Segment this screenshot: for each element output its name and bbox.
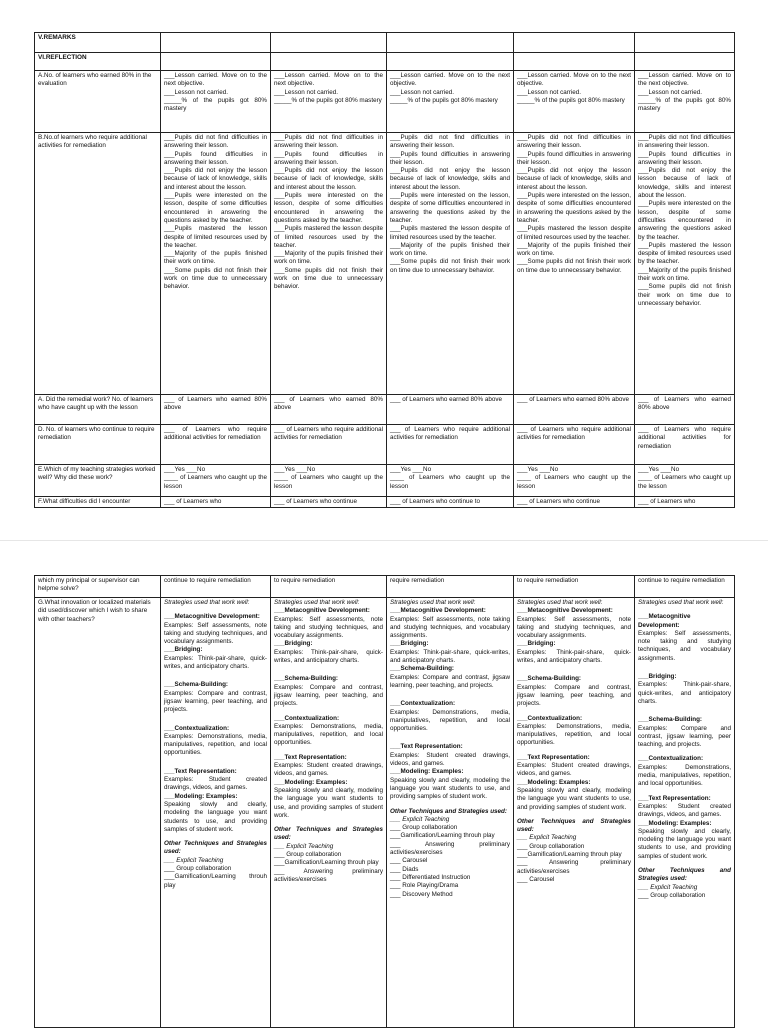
cell-text-line: ___Contextualization: — [517, 714, 583, 722]
cell-text-line: Examples: Demonstrations, media, manipulatives, repetition, and local opportunities. — [390, 708, 510, 733]
cell-text-line: ___Some pupils did not finish their work on time due to unnecessary behavior. — [164, 266, 267, 291]
remarks-row — [35, 33, 735, 53]
cell-text-line: ____ of Learners who caught up the lesson — [517, 474, 631, 490]
cell-text-line: Examples: Demonstrations, media, manipulatives, repetition, and local opportunities. — [164, 732, 267, 757]
row-b-cell — [161, 133, 271, 395]
cell-text-line: Examples: Student created drawings, videos, and games. — [274, 762, 383, 778]
cell-text-line: ___Schema-Building: — [164, 681, 229, 689]
cell-text-line: ___Lesson carried. Move on to the next objective. — [638, 72, 731, 88]
cell-text-line: ___Pupils mastered the lesson despite of limited resources used by the teacher. — [638, 241, 731, 266]
row-d-cell: ___ of Learners who require additional activities for remediation — [161, 425, 271, 465]
cell-text-line: ___ Group collaboration — [390, 824, 458, 832]
cell-text-line: ___Majority of the pupils finished their work on time. — [164, 250, 267, 266]
row-c-cell: ___ of Learners who earned 80% above — [387, 395, 514, 425]
cell-text-line: Examples: Self assessments, note taking and studying techniques, and vocabulary assignments. — [390, 615, 510, 640]
spacer — [638, 663, 731, 673]
cell-text-line: ___Text Representation: — [390, 743, 463, 751]
cell-text-line: Examples: Compare and contrast, jigsaw learning, peer teaching, and projects. — [517, 683, 631, 708]
cell-text-line: ____ of Learners who caught up the lesson — [274, 474, 383, 490]
row-f-continued-cell: require remediation — [387, 576, 514, 598]
cell-text-line: ___Schema-Building: — [390, 665, 455, 673]
row-c-cell: ___ of Learners who earned 80% above — [514, 395, 635, 425]
cell-text-line: ___ Differentiated Instruction — [390, 873, 471, 881]
row-e-cell — [514, 465, 635, 497]
cell-text-line: Examples: Think-pair-share, quick-writes, and anticipatory charts. — [274, 648, 383, 665]
row-e-cell — [387, 465, 514, 497]
cell-text-line: Examples: Student created drawings, videos, and games. — [517, 762, 631, 778]
cell-text-line: Other Techniques and Strategies used: — [517, 817, 631, 834]
cell-text-line: ___ Group collaboration — [164, 865, 232, 873]
cell-text-line: ___Pupils were interested on the lesson, despite of some difficulties encountered in answering the questions asked by the teacher. — [390, 192, 510, 224]
row-e-cell — [271, 465, 387, 497]
cell-text-line: ___Bridging: — [517, 640, 556, 648]
remarks-cell — [161, 33, 271, 53]
row-d-cell: ___ of Learners who require additional activities for remediation — [271, 425, 387, 465]
spacer — [164, 715, 267, 725]
cell-text-line: Speaking slowly and clearly, modeling the language you want students to use, and providing samples of student work. — [274, 786, 383, 819]
cell-text-line: ___Modeling: Examples: — [638, 819, 712, 827]
row-b-cell — [635, 133, 735, 395]
cell-text-line: ___ Explicit Teaching — [274, 842, 334, 850]
strategies-cell — [514, 598, 635, 1028]
cell-text-line: ___Pupils mastered the lesson despite of limited resources used by the teacher. — [274, 225, 383, 249]
row-c-label: A. Did the remedial work? No. of learners who have caught up with the lesson — [35, 395, 161, 425]
cell-text-line: ___Metacognitive Development: — [164, 613, 260, 621]
row-a — [35, 71, 735, 133]
row-f-label: F.What difficulties did I encounter — [35, 497, 161, 508]
cell-text-line: ___ Carousel — [517, 875, 555, 883]
cell-text-line: ___Yes ___No — [390, 466, 432, 473]
cell-text-line: ___Pupils did not find difficulties in answering their lesson. — [517, 134, 631, 150]
cell-text-line: ___Gamification/Learning throuh play — [390, 832, 495, 840]
spacer — [517, 665, 631, 675]
cell-text-line: ___Some pupils did not finish their work on time due to unnecessary behavior. — [274, 266, 383, 291]
row-e-cell — [635, 465, 735, 497]
cell-text-line: ___Lesson carried. Move on to the next objective. — [517, 72, 631, 88]
cell-text-line: ___ Group collaboration — [517, 842, 585, 850]
document-page-2 — [0, 540, 768, 1025]
cell-text-line: ___Contextualization: — [164, 724, 230, 732]
row-d — [35, 425, 735, 465]
row-a-cell — [514, 71, 635, 133]
reflection-cell — [271, 53, 387, 71]
reflection-cell — [635, 53, 735, 71]
cell-text-line: ___Pupils found difficulties in answering their lesson. — [274, 150, 383, 166]
cell-text-line: Other Techniques and Strategies used: — [164, 840, 267, 856]
cell-text-line: Examples: Student created drawings, videos, and games. — [390, 751, 510, 768]
row-f-continued-cell: to require remediation — [271, 576, 387, 598]
row-a-cell — [161, 71, 271, 133]
cell-text-line: ___Pupils did not enjoy the lesson because of lack of knowledge, skills and interest about the lesson. — [390, 167, 510, 191]
cell-text-line: ___Pupils did not enjoy the lesson because of lack of knowledge, skills and interest about the lesson. — [274, 167, 383, 191]
row-f-continued-label: which my principal or supervisor can helpme solve? — [35, 576, 161, 598]
cell-text-line: ___Yes ___No — [164, 466, 206, 473]
row-f-continued-cell: continue to require remediation — [635, 576, 735, 598]
row-e — [35, 465, 735, 497]
cell-text-line: ___Pupils did not enjoy the lesson because of lack of knowledge, skills and interest about the lesson. — [164, 167, 267, 191]
cell-text-line: ___ Explicit Teaching — [517, 834, 577, 842]
cell-text-line: ___ Discovery Method — [390, 890, 453, 898]
cell-text-line: _____% of the pupils got 80% mastery — [517, 96, 625, 104]
cell-text-line: ___Metacognitive Development: — [274, 607, 370, 615]
cell-text-line: ___Lesson not carried. — [638, 88, 703, 96]
cell-text-line: ___Pupils mastered the lesson despite of limited resources used by the teacher. — [164, 225, 267, 249]
spacer — [390, 690, 510, 700]
spacer — [390, 733, 510, 743]
row-f-cell: ___ of Learners who continue — [514, 497, 635, 508]
row-b-cell — [387, 133, 514, 395]
cell-text-line: ___Bridging: — [274, 640, 313, 648]
cell-text-line: Examples: Think-pair-share, quick-writes, and anticipatory charts. — [390, 648, 510, 665]
cell-text-line: ___Schema-Building: — [274, 675, 339, 683]
cell-text-line: Strategies used that work well: — [274, 599, 360, 606]
row-b-cell — [514, 133, 635, 395]
cell-text-line: ___Contextualization: — [274, 714, 340, 722]
cell-text-line: ___Contextualization: — [390, 700, 456, 708]
cell-text-line: ___Lesson carried. Move on to the next objective. — [274, 72, 383, 88]
reflection-row — [35, 53, 735, 71]
cell-text-line: ____ of Learners who caught up the lesson — [390, 474, 510, 490]
cell-text-line: Examples: Compare and contrast, jigsaw learning, peer teaching, and projects. — [390, 673, 510, 689]
row-c-cell: ___ of Learners who earned 80% above — [271, 395, 387, 425]
row-a-cell — [635, 71, 735, 133]
cell-text-line: ___Schema-Building: — [517, 675, 582, 683]
cell-text-line: Strategies used that work well: — [638, 599, 724, 606]
row-f-cell: ___ of Learners who continue to — [387, 497, 514, 508]
cell-text-line: ___Bridging: — [164, 646, 203, 654]
cell-text-line: Examples: Compare and contrast, jigsaw learning, peer teaching, and projects. — [274, 683, 383, 708]
reflection-cell — [387, 53, 514, 71]
cell-text-line: ___ Answering preliminary activities/exercises — [390, 840, 510, 857]
cell-text-line: ___ Answering preliminary activities/exercises — [517, 859, 631, 875]
reflection-cell — [161, 53, 271, 71]
cell-text-line: ___Pupils were interested on the lesson, despite of some difficulties encountered in answering the questions asked by the teacher. — [517, 192, 631, 224]
row-c-cell: ___ of Learners who earned 80% above — [635, 395, 735, 425]
cell-text-line: Strategies used that work well: — [517, 599, 603, 606]
remarks-cell — [387, 33, 514, 53]
reflection-label: VI.REFLECTION — [35, 53, 161, 71]
cell-text-line: ___ Diads — [390, 865, 419, 873]
cell-text-line: ___Gamification/Learning throuh play — [517, 851, 622, 859]
cell-text-line: ___Text Representation: — [274, 753, 347, 761]
cell-text-line: ___Pupils mastered the lesson despite of limited resources used by the teacher. — [390, 225, 510, 241]
remarks-label: V.REMARKS — [35, 33, 161, 53]
row-d-cell: ___ of Learners who require additional activities for remediation — [387, 425, 514, 465]
cell-text-line: ___Pupils did not find difficulties in answering their lesson. — [274, 134, 383, 150]
cell-text-line: _____% of the pupils got 80% mastery — [274, 96, 382, 104]
cell-text-line: ___Pupils did not find difficulties in answering their lesson. — [638, 134, 731, 150]
cell-text-line: ___Lesson carried. Move on to the next objective. — [390, 72, 510, 88]
cell-text-line: ___Bridging: — [390, 640, 429, 648]
cell-text-line: ___Majority of the pupils finished their work on time. — [390, 241, 510, 258]
remarks-cell — [635, 33, 735, 53]
cell-text-line: Examples: Self assessments, note taking and studying techniques, and vocabulary assignments. — [517, 615, 631, 640]
cell-text-line: ___Lesson not carried. — [164, 88, 229, 96]
row-d-label: D. No. of learners who continue to require remediation — [35, 425, 161, 465]
reflection-cell — [514, 53, 635, 71]
row-c — [35, 395, 735, 425]
cell-text-line: Speaking slowly and clearly, modeling the language you want students to use, and providing samples of student work. — [517, 786, 631, 811]
row-f-cell: ___ of Learners who — [161, 497, 271, 508]
cell-text-line: ___ Explicit Teaching — [164, 856, 224, 864]
cell-text-line: _____% of the pupils got 80% mastery — [390, 96, 498, 104]
cell-text-line: Examples: Think-pair-share, quick-writes, and anticipatory charts. — [164, 654, 267, 671]
row-b-label: B.No.of learners who require additional activities for remediation — [35, 133, 161, 395]
cell-text-line: ____ of Learners who caught up the lesson — [638, 474, 731, 490]
cell-text-line: ___Some pupils did not finish their work on time due to unnecessary behavior. — [390, 258, 510, 274]
cell-text-line: ___Majority of the pupils finished their work on time. — [638, 266, 731, 283]
cell-text-line: ___ Carousel — [390, 857, 428, 865]
row-c-cell: ___ of Learners who earned 80% above — [161, 395, 271, 425]
cell-text-line: ___Some pupils did not finish their work on time due to unnecessary behavior. — [638, 283, 731, 307]
row-d-cell: ___ of Learners who require additional activities for remediation — [514, 425, 635, 465]
cell-text-line: Other Techniques and Strategies used: — [274, 826, 383, 842]
row-f-continued-cell: continue to require remediation — [161, 576, 271, 598]
cell-text-line: ___Metacognitive Development: — [390, 607, 486, 615]
cell-text-line: Examples: Compare and contrast, jigsaw learning, peer teaching, and projects. — [164, 689, 267, 714]
cell-text-line: ___Pupils were interested on the lesson, despite of some difficulties encountered in answering the questions asked by the teacher. — [274, 192, 383, 224]
cell-text-line: Speaking slowly and clearly, modeling the language you want students to use, and providing samples of student work. — [164, 800, 267, 833]
cell-text-line: Examples: Think-pair-share, quick-writes, and anticipatory charts. — [638, 681, 731, 705]
spacer — [164, 758, 267, 768]
cell-text-line: ___Yes ___No — [638, 466, 680, 473]
row-f-continued — [35, 576, 735, 598]
row-b — [35, 133, 735, 395]
cell-text-line: ___Pupils found difficulties in answering their lesson. — [390, 150, 510, 166]
cell-text-line: Examples: Compare and contrast, jigsaw learning, peer teaching, and projects. — [638, 724, 731, 749]
cell-text-line: ___Text Representation: — [517, 753, 590, 761]
cell-text-line: Examples: Think-pair-share, quick-writes, and anticipatory charts. — [517, 648, 631, 665]
strategies-cell — [635, 598, 735, 1028]
cell-text-line: Strategies used that work well: — [164, 599, 250, 606]
cell-text-line: ___Pupils did not find difficulties in answering their lesson. — [164, 134, 267, 150]
cell-text-line: _____% of the pupils got 80% mastery — [164, 96, 267, 113]
cell-text-line: ___Text Representation: — [638, 794, 711, 802]
cell-text-line: ___ Explicit Teaching — [390, 815, 450, 823]
cell-text-line: ___Modeling: Examples: — [164, 792, 238, 800]
strategies-cell — [271, 598, 387, 1028]
cell-text-line: Speaking slowly and clearly, modeling the language you want students to use, and providing samples of student work. — [390, 776, 510, 801]
cell-text-line: ___Pupils found difficulties in answering their lesson. — [517, 150, 631, 166]
cell-text-line: ___Lesson carried. Move on to the next objective. — [164, 72, 267, 88]
cell-text-line: ___Pupils did not find difficulties in answering their lesson. — [390, 134, 510, 150]
cell-text-line: ___Metacognitive Development: — [638, 613, 691, 629]
cell-text-line: Speaking slowly and clearly, modeling the language you want students to use, and providing samples of student work. — [638, 827, 731, 860]
cell-text-line: Strategies used that work well: — [390, 599, 476, 606]
row-g — [35, 598, 735, 1028]
spacer — [638, 706, 731, 716]
reflection-table-page-1 — [34, 32, 735, 508]
strategies-cell — [161, 598, 271, 1028]
cell-text-line: ___Schema-Building: — [638, 716, 703, 724]
cell-text-line: Examples: Demonstrations, media, manipulatives, repetition, and local opportunities. — [638, 763, 731, 788]
cell-text-line: Examples: Demonstrations, media, manipulatives, repetition, and local opportunities. — [274, 722, 383, 747]
strategies-cell — [387, 598, 514, 1028]
row-a-cell — [387, 71, 514, 133]
remarks-cell — [514, 33, 635, 53]
cell-text-line: ___Modeling: Examples: — [274, 778, 348, 786]
cell-text-line: Examples: Student created drawings, videos, and games. — [164, 776, 267, 792]
row-f — [35, 497, 735, 508]
cell-text-line: ___Modeling: Examples: — [390, 768, 464, 776]
cell-text-line: ___Modeling: Examples: — [517, 778, 591, 786]
row-f-cell: ___ of Learners who — [635, 497, 735, 508]
cell-text-line: ___Majority of the pupils finished their work on time. — [274, 250, 383, 266]
remarks-cell — [271, 33, 387, 53]
row-f-cell: ___ of Learners who continue — [271, 497, 387, 508]
row-d-cell: ___ of Learners who require additional activities for remediation — [635, 425, 735, 465]
cell-text-line: ___Yes ___No — [274, 466, 316, 473]
row-e-cell — [161, 465, 271, 497]
cell-text-line: ___Pupils did not enjoy the lesson because of lack of knowledge, skills and interest about the lesson. — [638, 167, 731, 200]
cell-text-line: _____% of the pupils got 80% mastery — [638, 96, 731, 113]
cell-text-line: ___Lesson not carried. — [517, 88, 582, 96]
cell-text-line: Examples: Self assessments, note taking and studying techniques, and vocabulary assignments. — [638, 629, 731, 662]
cell-text-line: Examples: Self assessments, note taking and studying techniques, and vocabulary assignments. — [164, 621, 267, 646]
cell-text-line: Examples: Demonstrations, media, manipulatives, repetition, and local opportunities. — [517, 722, 631, 747]
cell-text-line: ___ Answering preliminary activities/exercises — [274, 867, 383, 883]
cell-text-line: ___Lesson not carried. — [274, 88, 339, 96]
cell-text-line: Other Techniques and Strategies used: — [390, 807, 507, 815]
cell-text-line: ___ Explicit Teaching — [638, 883, 698, 891]
cell-text-line: Other Techniques and Strategies used: — [638, 867, 731, 883]
row-a-cell — [271, 71, 387, 133]
spacer — [274, 665, 383, 675]
row-f-continued-cell: to require remediation — [514, 576, 635, 598]
row-a-label: A.No. of learners who earned 80% in the evaluation — [35, 71, 161, 133]
cell-text-line: ___Majority of the pupils finished their work on time. — [517, 241, 631, 258]
cell-text-line: ___Text Representation: — [164, 767, 237, 775]
cell-text-line: ____ of Learners who caught up the lesson — [164, 474, 267, 490]
cell-text-line: ___Lesson not carried. — [390, 88, 455, 96]
cell-text-line: ___Yes ___No — [517, 466, 559, 473]
cell-text-line: ___Pupils did not enjoy the lesson because of lack of knowledge, skills and interest about the lesson. — [517, 167, 631, 191]
cell-text-line: ___ Group collaboration — [274, 851, 342, 859]
row-e-label: E.Which of my teaching strategies worked well? Why did these work? — [35, 465, 161, 497]
reflection-table-page-2 — [34, 575, 735, 1028]
row-b-cell — [271, 133, 387, 395]
cell-text-line: Examples: Self assessments, note taking and studying techniques, and vocabulary assignments. — [274, 615, 383, 640]
row-g-label: G.What innovation or localized materials did used/discover which I wish to share with other teachers? — [35, 598, 161, 1028]
cell-text-line: Examples: Student created drawings, videos, and games. — [638, 802, 731, 819]
spacer — [164, 671, 267, 681]
cell-text-line: ___Pupils mastered the lesson despite of limited resources used by the teacher. — [517, 225, 631, 241]
cell-text-line: ___Metacognitive Development: — [517, 607, 613, 615]
cell-text-line: ___ Group collaboration — [638, 891, 706, 899]
cell-text-line: ___Pupils found difficulties in answering their lesson. — [164, 150, 267, 166]
cell-text-line: ___Contextualization: — [638, 755, 704, 763]
cell-text-line: ___Pupils were interested on the lesson, despite of some difficulties encountered in answering the questions asked by the teacher. — [164, 192, 267, 224]
cell-text-line: ___Bridging: — [638, 673, 677, 681]
cell-text-line: ___Gamification/Learning throuh play — [164, 873, 267, 889]
cell-text-line: ___ Role Playing/Drama — [390, 882, 459, 890]
cell-text-line: ___Some pupils did not finish their work on time due to unnecessary behavior. — [517, 258, 631, 274]
cell-text-line: ___Gamification/Learning throuh play — [274, 859, 379, 867]
cell-text-line: ___Pupils were interested on the lesson, despite of some difficulties encountered in answering the questions asked by the teacher. — [638, 200, 731, 241]
cell-text-line: ___Pupils found difficulties in answering their lesson. — [638, 150, 731, 166]
